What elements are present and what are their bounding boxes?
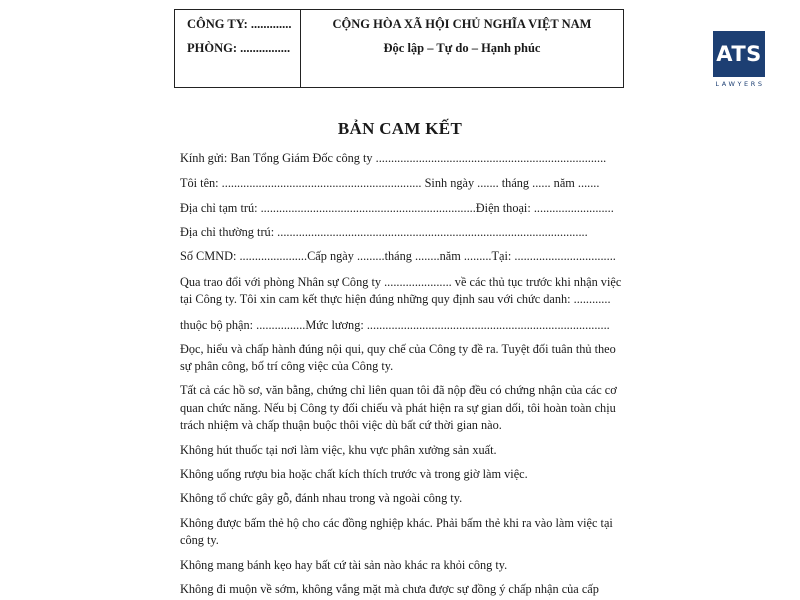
line-addressee: Kính gửi: Ban Tổng Giám Đốc công ty ........................................................................... <box>180 151 607 165</box>
line-rule-5: Không tổ chức gây gỗ, đánh nhau trong và ngoài công ty. <box>180 491 463 505</box>
line-rule-8: Không đi muộn về sớm, không vắng mặt mà chưa được sự đồng ý chấp nhận của cấp <box>180 582 599 596</box>
national-title: CỘNG HÒA XÃ HỘI CHỦ NGHĨA VIỆT NAM <box>332 17 592 31</box>
line-rule-6b: công ty. <box>180 533 219 547</box>
national-motto: Độc lập – Tự do – Hạnh phúc <box>383 41 541 55</box>
line-temp-address: Địa chỉ tạm trú: ......................................................................Điện thoại: .......................... <box>180 201 614 215</box>
line-rule-1a: Đọc, hiểu và chấp hành đúng nội qui, quy chế của Công ty đề ra. Tuyệt đối tuân thủ theo <box>180 342 616 356</box>
company-field: CÔNG TY: ............. <box>187 17 292 31</box>
line-id-card: Số CMND: ......................Cấp ngày .........tháng ........năm .........Tại: ................................. <box>180 249 616 263</box>
line-intro-2: tại Công ty. Tôi xin cam kết thực hiện đúng những quy định sau với chức danh: ............ <box>180 292 611 306</box>
line-rule-1b: sự phân công, bố trí công việc của Công ty. <box>180 359 394 373</box>
line-rule-4: Không uống rượu bia hoặc chất kích thích trước và trong giờ làm việc. <box>180 467 528 481</box>
document-title: BẢN CAM KẾT <box>337 119 463 138</box>
line-intro-1: Qua trao đổi với phòng Nhân sự Công ty ...................... về các thủ tục trước khi nhận việc <box>180 275 622 289</box>
line-name-dob: Tôi tên: ................................................................. Sinh ngày ....... tháng ...... năm ....... <box>180 176 600 190</box>
ats-lawyers-logo <box>713 31 767 88</box>
line-perm-address: Địa chỉ thường trú: ..................................................................................................... <box>180 225 588 239</box>
logo-mark: ATS <box>713 31 765 77</box>
line-department-salary: thuộc bộ phận: ................Mức lương: ............................................................................... <box>180 318 610 332</box>
line-rule-2b: quan chức năng. Nếu bị Công ty đối chiếu và phát hiện ra sự gian dối, tôi hoàn toàn chịu <box>180 401 616 415</box>
logo-subtitle: LAWYERS <box>715 80 765 88</box>
line-rule-3: Không hút thuốc tại nơi làm việc, khu vực phân xưởng sản xuất. <box>180 443 497 457</box>
department-field: PHÒNG: ................ <box>187 41 291 55</box>
line-rule-2c: trách nhiệm và chấp thuận buộc thôi việc dù bất cứ thời gian nào. <box>180 418 502 432</box>
document-header <box>174 9 624 88</box>
line-rule-7: Không mang bánh kẹo hay bất cứ tài sản nào khác ra khỏi công ty. <box>180 558 508 572</box>
line-rule-6a: Không được bấm thẻ hộ cho các đồng nghiệp khác. Phải bấm thẻ khi ra vào làm việc tại <box>180 516 613 530</box>
line-rule-2a: Tất cả các hồ sơ, văn bằng, chứng chỉ liên quan tôi đã nộp đều có chứng nhận của các cơ <box>180 383 617 397</box>
